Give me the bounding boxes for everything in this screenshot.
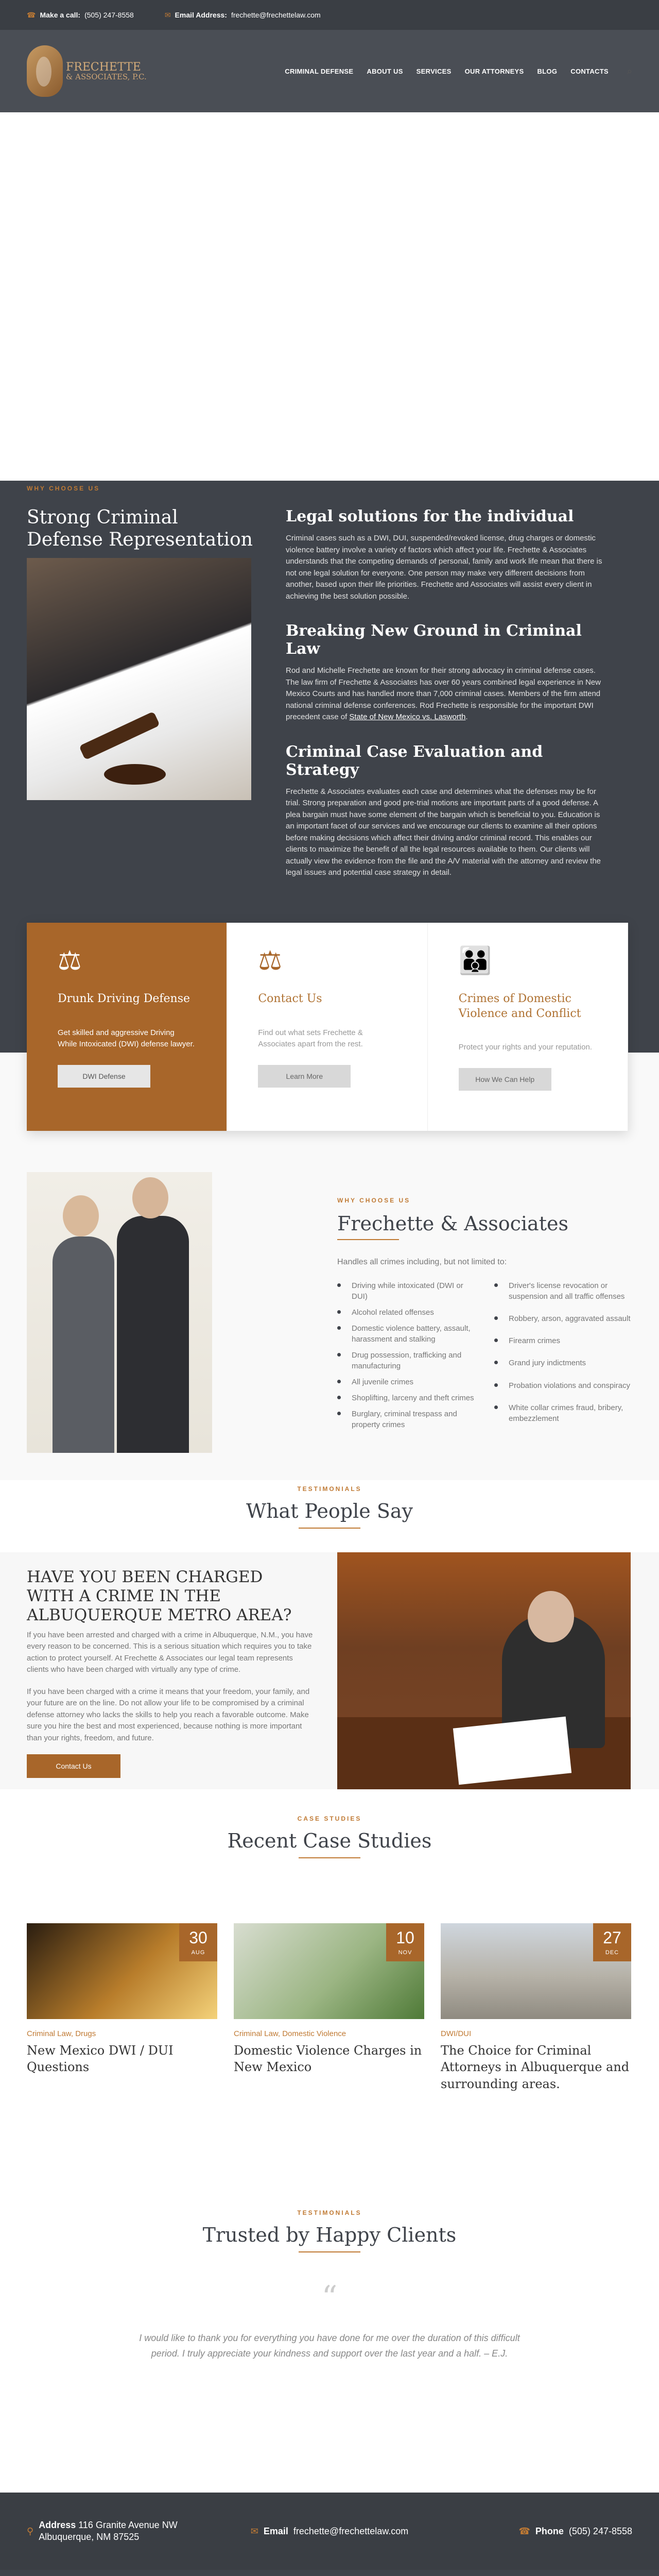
how-we-can-help-button[interactable]: How We Can Help <box>459 1068 551 1091</box>
list-item: Firearm crimes <box>494 1335 636 1352</box>
logo-line-1: FRECHETTE <box>66 60 141 74</box>
list-item: Alcohol related offenses <box>337 1307 479 1318</box>
nav-criminal-defense[interactable]: CRIMINAL DEFENSE <box>285 67 354 75</box>
phone-icon: ☎ <box>27 10 36 19</box>
list-item: All juvenile crimes <box>337 1377 479 1387</box>
title-underline <box>299 2251 360 2252</box>
charged-block <box>0 1552 659 1789</box>
testimonials-heading <box>0 1480 659 1529</box>
list-item: Domestic violence battery, assault, harassment and stalking <box>337 1323 479 1345</box>
contact-bar <box>0 2493 659 2570</box>
block-title: Breaking New Ground in Criminal Law <box>286 622 582 658</box>
case-category[interactable]: DWI/DUI <box>441 2029 472 2038</box>
section-title: Strong Criminal Defense Representation <box>27 507 253 551</box>
charged-paragraph: If you have been charged with a crime it means that your freedom, your family, and your future are on the line. Do not allow your life to be compromised by a criminal defense attorney who lacks the skills to help you reach a favorable outcome. Make sure you hire the best and most experienced, because nothing is more important than your rights, freedom, and future. <box>27 1687 310 1742</box>
learn-more-button[interactable]: Learn More <box>258 1065 351 1088</box>
service-card-contact[interactable] <box>227 923 427 1131</box>
case-category[interactable]: Criminal Law, Drugs <box>27 2029 96 2038</box>
section-eyebrow: TESTIMONIALS <box>297 1485 362 1493</box>
crimes-columns <box>337 1280 636 1430</box>
section-title: Recent Case Studies <box>227 1829 432 1852</box>
about-title: Frechette & Associates <box>337 1212 568 1235</box>
date-day: 30 <box>189 1928 207 1947</box>
logo-line-2: & ASSOCIATES, P.C. <box>66 72 147 81</box>
phone-label: Make a call: <box>40 11 81 19</box>
service-cards <box>27 923 628 1131</box>
mail-icon: ✉ <box>164 10 171 19</box>
email-address[interactable]: frechette@frechettelaw.com <box>231 11 321 19</box>
phone-icon: ☎ <box>518 2526 530 2536</box>
list-item: Driver's license revocation or suspension and all traffic offenses <box>494 1280 636 1308</box>
top-bar <box>0 0 659 30</box>
list-item: White collar crimes fraud, bribery, embezzlement <box>494 1402 636 1430</box>
block-title: Legal solutions for the individual <box>286 507 574 526</box>
phone-number[interactable]: (505) 247-8558 <box>84 11 134 19</box>
mail-icon: ✉ <box>250 2526 258 2536</box>
block-text-end: . <box>465 713 468 721</box>
date-month: AUG <box>191 1950 205 1956</box>
address-line-2: Albuquerque, NM 87525 <box>39 2532 140 2542</box>
why-choose-section <box>0 481 659 1083</box>
address-line-1: 116 Granite Avenue NW <box>78 2519 178 2530</box>
contact-us-button[interactable]: Contact Us <box>27 1754 120 1778</box>
cases-heading <box>0 1810 659 1858</box>
date-badge <box>179 1923 217 1961</box>
case-title[interactable]: Domestic Violence Charges in New Mexico <box>234 2043 422 2075</box>
trusted-section <box>0 2204 659 2493</box>
date-badge <box>386 1923 424 1961</box>
list-item: Grand jury indictments <box>494 1358 636 1375</box>
card-text: Get skilled and aggressive Driving While Intoxicated (DWI) defense lawyer. <box>58 1028 195 1049</box>
date-day: 10 <box>396 1928 414 1947</box>
scales-icon: ⚖ <box>258 946 282 976</box>
card-text: Find out what sets Frechette & Associates apart from the rest. <box>258 1028 363 1049</box>
phone-info[interactable] <box>27 11 134 20</box>
nav-our-attorneys[interactable]: OUR ATTORNEYS <box>464 67 524 75</box>
attorney-at-desk-photo <box>337 1552 631 1789</box>
address-label: Address <box>39 2519 76 2530</box>
logo-emblem <box>27 45 63 97</box>
precedent-case-link[interactable]: State of New Mexico vs. Lasworth <box>349 713 466 721</box>
block-text-body: Rod and Michelle Frechette are known for their strong advocacy in criminal defense cases. The law firm of Frechette & Associates has over 60 years combined legal experience in New Mexico Courts and has handled more than 7,000 criminal cases. Members of the firm attend national criminal defense conferences. Rod Frechette is responsible for the important DWI precedent case of <box>286 666 601 721</box>
card-title: Contact Us <box>258 992 322 1005</box>
crimes-list-right <box>494 1280 636 1430</box>
charged-text <box>27 1568 315 1778</box>
section-eyebrow: WHY CHOOSE US <box>27 485 100 492</box>
list-item: Driving while intoxicated (DWI or DUI) <box>337 1280 479 1302</box>
case-title[interactable]: The Choice for Criminal Attorneys in Albuquerque and surrounding areas. <box>441 2043 630 2091</box>
list-item: Burglary, criminal trespass and property crimes <box>337 1409 479 1430</box>
case-studies-section <box>0 1923 659 2204</box>
title-underline <box>299 1857 360 1858</box>
search-icon[interactable]: ⌕ <box>627 65 632 76</box>
main-nav <box>285 66 632 77</box>
email-info[interactable] <box>165 11 321 20</box>
list-item: Drug possession, trafficking and manufacturing <box>337 1350 479 1371</box>
block-text: Frechette & Associates evaluates each case and determines what the defenses may be for trial. Strong preparation and good pre-trial motions are important parts of a good defense. A plea bargain must have some element of the bargain which is beneficial to you. Education is an important facet of our services and we encourage our clients to examine all their options before making decisions which affect their driving and/or criminal record. This enables our clients to maximize the benefit of all the legal resources available to them. Our clients will actually view the evidence from the file and the A/V material with the attorney and review the legal issues and potential case strategy in detail. <box>286 787 601 877</box>
paper-image <box>453 1717 571 1785</box>
address-info <box>27 2519 229 2544</box>
email-info[interactable] <box>229 2526 430 2537</box>
family-icon: 👪 <box>458 946 492 976</box>
attorney-figure <box>53 1236 114 1453</box>
card-title: Crimes of Domestic Violence and Conflict <box>458 992 581 1020</box>
address-block <box>39 2519 178 2544</box>
block-text: Criminal cases such as a DWI, DUI, suspended/revoked license, drug charges or domestic violence battery involve a variety of factors which affect your life. Frechette & Associates understands that the competing demands of personal, family and work life mean that there is not one legal solution for everyone. One person may make very different decisions from another, based upon their life priorities. Frechette and Associates will assist every client in achieving the best solution possible. <box>286 534 602 601</box>
about-lead: Handles all crimes including, but not limited to: <box>337 1258 507 1266</box>
case-category[interactable]: Criminal Law, Domestic Violence <box>234 2029 346 2038</box>
logo[interactable] <box>27 45 147 97</box>
nav-services[interactable]: SERVICES <box>416 67 452 75</box>
section-eyebrow: TESTIMONIALS <box>297 2209 362 2216</box>
location-icon: ⚲ <box>27 2526 34 2536</box>
attorneys-photo <box>27 1172 212 1453</box>
case-image <box>234 1923 424 2019</box>
list-item: Probation violations and conspiracy <box>494 1380 636 1397</box>
date-month: DEC <box>605 1950 619 1956</box>
why-choose-content <box>286 507 610 899</box>
email-label: Email Address: <box>175 11 227 19</box>
list-item: Robbery, arson, aggravated assault <box>494 1313 636 1330</box>
nav-blog[interactable]: BLOG <box>537 67 558 75</box>
case-image <box>441 1923 631 2019</box>
quote-icon: “ <box>321 2279 338 2315</box>
title-underline <box>299 1528 360 1529</box>
nav-about-us[interactable]: ABOUT US <box>367 67 403 75</box>
list-item: Shoplifting, larceny and theft crimes <box>337 1393 479 1403</box>
card-text: Protect your rights and your reputation. <box>458 1043 592 1052</box>
testimonial-quote: I would like to thank you for everything you have done for me over the duration of this difficult period. I truly appreciate your kindness and support over the last year and a half. – E.J. <box>139 2333 520 2359</box>
case-title[interactable]: New Mexico DWI / DUI Questions <box>27 2043 174 2075</box>
attorney-head <box>63 1195 99 1236</box>
case-card[interactable] <box>441 1923 631 2092</box>
service-card-domestic[interactable] <box>428 923 628 1131</box>
about-content <box>337 1196 636 1430</box>
attorney-head <box>528 1591 574 1642</box>
case-card[interactable] <box>234 1923 424 2092</box>
trusted-heading <box>0 2204 659 2252</box>
charged-paragraph: If you have been arrested and charged with a crime in Albuquerque, N.M., you have every reason to be concerned. This is a serious situation which requires you to take action to protect yourself. At Frechette & Associates our legal team represents clients who have been charged with virtually any type of crime. <box>27 1630 313 1674</box>
site-footer <box>0 2570 659 2576</box>
section-eyebrow: WHY CHOOSE US <box>337 1197 411 1204</box>
legal-documents-photo <box>27 558 251 800</box>
crimes-list-left <box>337 1280 479 1430</box>
attorney-figure <box>117 1216 189 1453</box>
gavel-icon: ⚖ <box>58 946 82 976</box>
date-badge <box>593 1923 631 1961</box>
block-text <box>286 665 610 723</box>
section-title: Trusted by Happy Clients <box>202 2224 457 2246</box>
charged-title: HAVE YOU BEEN CHARGED WITH A CRIME IN THE ALBUQUERQUE METRO AREA? <box>27 1568 292 1625</box>
why-choose-heading <box>27 484 253 551</box>
testimonials-section <box>0 1480 659 1923</box>
nav-contacts[interactable]: CONTACTS <box>570 67 609 75</box>
phone-info[interactable] <box>430 2526 632 2537</box>
card-title: Drunk Driving Defense <box>58 992 190 1005</box>
gavel-image <box>79 711 160 760</box>
email-address[interactable]: frechette@frechettelaw.com <box>293 2526 409 2536</box>
block-title: Criminal Case Evaluation and Strategy <box>286 742 543 779</box>
dwi-defense-button[interactable]: DWI Defense <box>58 1065 150 1088</box>
section-eyebrow: CASE STUDIES <box>297 1815 362 1822</box>
logo-text <box>66 61 147 81</box>
gavel-base-image <box>104 764 166 785</box>
section-title: What People Say <box>246 1500 413 1522</box>
phone-label: Phone <box>535 2526 564 2536</box>
title-underline <box>337 1239 399 1240</box>
email-label: Email <box>263 2526 288 2536</box>
case-card[interactable] <box>27 1923 217 2092</box>
hero-area <box>0 112 659 481</box>
case-grid <box>27 1923 632 2092</box>
site-header <box>0 30 659 112</box>
service-card-dwi[interactable] <box>27 923 227 1131</box>
attorney-head <box>132 1177 168 1218</box>
date-month: NOV <box>398 1950 412 1956</box>
date-day: 27 <box>603 1928 621 1947</box>
phone-number[interactable]: (505) 247-8558 <box>568 2526 632 2536</box>
case-image <box>27 1923 217 2019</box>
